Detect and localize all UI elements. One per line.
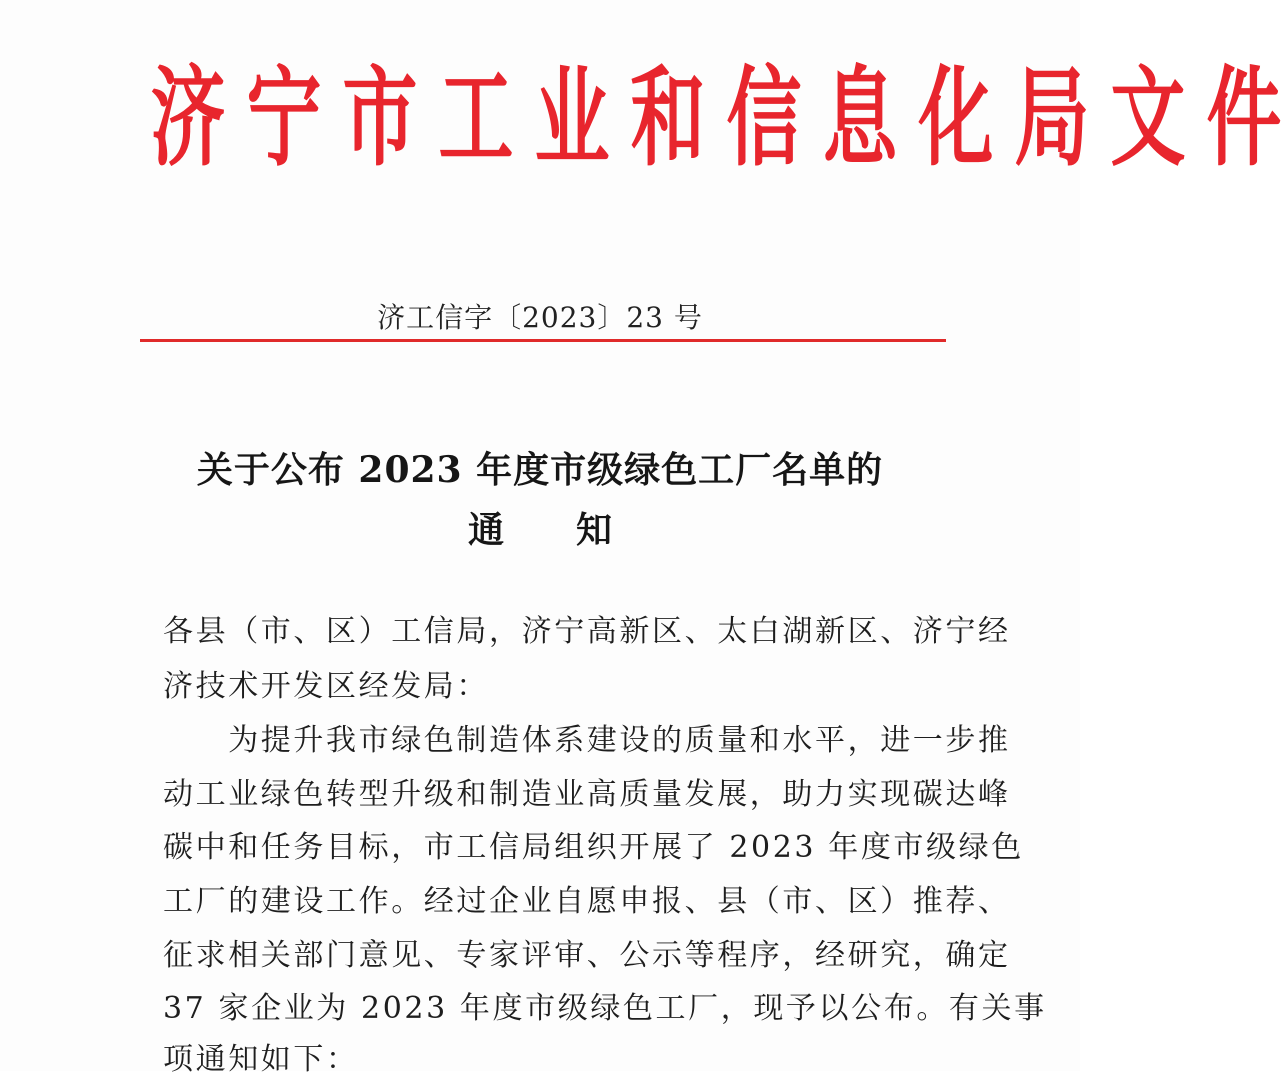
masthead-title (140, 55, 1281, 181)
document-number: 济工信字〔2023〕23 号 (377, 301, 703, 334)
masthead-char-3: 市 (342, 55, 418, 181)
masthead-char-12: 件 (1206, 55, 1281, 181)
masthead-char-9: 化 (918, 55, 994, 181)
body-line-2: 济技术开发区经发局： (163, 669, 489, 704)
notice-title: 关于公布 2023 年度市级绿色工厂名单的 (196, 449, 884, 491)
masthead-char-5: 业 (534, 55, 610, 181)
body-line-5: 碳中和任务目标，市工信局组织开展了 2023 年度市级绿色 (163, 830, 1024, 865)
body-line-6: 工厂的建设工作。经过企业自愿申报、县（市、区）推荐、 (163, 884, 1011, 919)
body-line-3: 为提升我市绿色制造体系建设的质量和水平，进一步推 (163, 723, 1011, 758)
masthead-char-2: 宁 (246, 55, 322, 181)
body-line-9: 项通知如下： (163, 1042, 359, 1077)
masthead-char-1: 济 (150, 55, 226, 181)
notice-title-char-1: 通 (467, 509, 504, 551)
masthead-char-10: 局 (1014, 55, 1090, 181)
masthead-char-11: 文 (1110, 55, 1186, 181)
masthead-char-8: 息 (822, 55, 898, 181)
body-line-1: 各县（市、区）工信局，济宁高新区、太白湖新区、济宁经 (163, 614, 1011, 649)
masthead-char-6: 和 (630, 55, 706, 181)
notice-title-subline (0, 502, 1080, 553)
masthead-char-4: 工 (438, 55, 514, 181)
body-line-7: 征求相关部门意见、专家评审、公示等程序，经研究，确定 (163, 938, 1011, 973)
notice-title-char-2: 知 (576, 509, 613, 551)
body-line-4: 动工业绿色转型升级和制造业高质量发展，助力实现碳达峰 (163, 777, 1011, 812)
body-line-8: 37 家企业为 2023 年度市级绿色工厂，现予以公布。有关事 (163, 991, 1047, 1026)
red-divider-rule (140, 339, 946, 342)
masthead-char-7: 信 (726, 55, 802, 181)
